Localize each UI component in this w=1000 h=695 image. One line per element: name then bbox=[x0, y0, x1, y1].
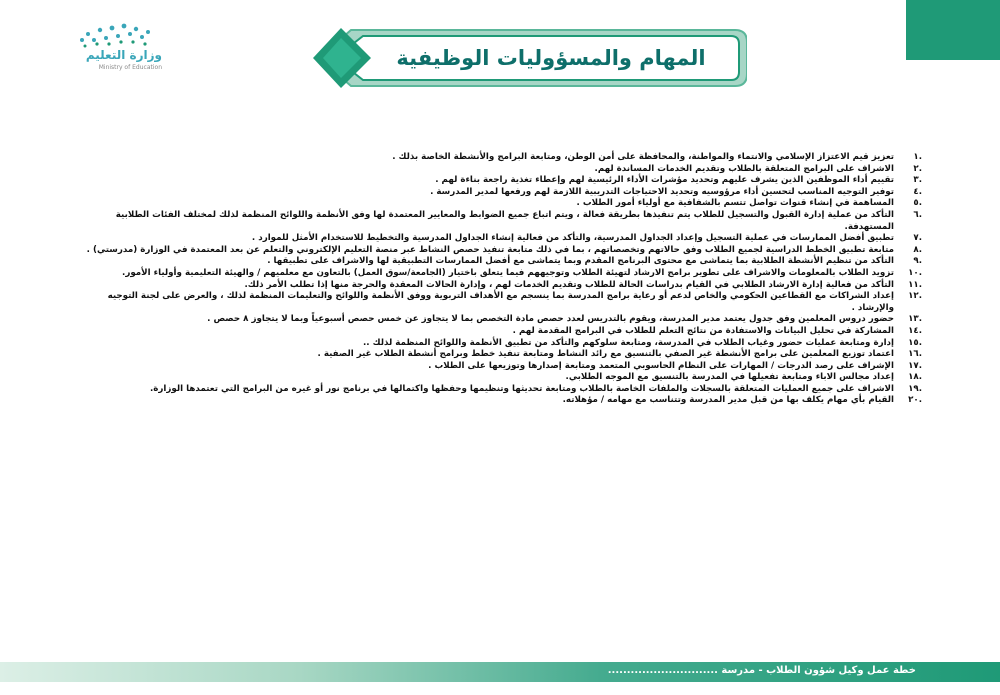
item-number: .١٧ bbox=[908, 360, 922, 371]
footer-text: خطة عمل وكيل شؤون الطلاب - مدرسة ............................. bbox=[607, 665, 916, 676]
list-item bbox=[77, 256, 922, 268]
item-text: حضور دروس المعلمين وفق جدول يعتمد مدير المدرسة، ويقوم بالتدريس لعدد حصص مادة التخصص بما لا يتجاوز عن خمس حصص أسبوعياً وبما لا يتجاوز ٨ حصص . bbox=[207, 314, 894, 325]
item-number: .١٨ bbox=[908, 372, 922, 383]
item-text: الاشراف على جميع العمليات المتعلقة بالسجلات والملفات الخاصة بالطلاب ومتابعة تحديثها وتنظيمها وحفظها واكتمالها في برنامج نور أو غيره من البرامج التي تعتمدها الوزارة. bbox=[150, 383, 894, 394]
item-number: .١٤ bbox=[908, 325, 922, 336]
list-item bbox=[77, 198, 922, 210]
list-item bbox=[77, 268, 922, 280]
item-number: .٥ bbox=[913, 198, 922, 209]
item-number: .٣ bbox=[913, 175, 922, 186]
top-right-accent-bar bbox=[906, 0, 1000, 60]
item-number: .٤ bbox=[913, 186, 922, 197]
item-text: اعتماد توزيع المعلمين على برامج الأنشطة غير الصفي بالتنسيق مع رائد النشاط ومتابعة تنفيذ خطط وبرامج أنشطة الطلاب غير الصفية . bbox=[317, 349, 894, 360]
item-text: تطبيق أفضل الممارسات في عملية التسجيل وإعداد الجداول المدرسية، والتأكد من فعالية إنشاء الجداول المدرسية والتخطيط للاستخدام الأمثل للموارد . bbox=[251, 233, 894, 244]
item-text: إعداد مجالس الاباء ومتابعة تفعيلها في المدرسة بالتنسيق مع الموجه الطلابي. bbox=[565, 372, 894, 383]
item-number: .٢ bbox=[913, 163, 922, 174]
list-item bbox=[77, 326, 922, 338]
logo-english-text: Ministry of Education bbox=[98, 64, 162, 71]
item-text: تعزيز قيم الاعتزاز الإسلامي والانتماء والمواطنة، والمحافظة على أمن الوطن، ومتابعة البرامج والأنشطة الخاصة بذلك . bbox=[392, 152, 894, 162]
item-text: إعداد الشراكات مع القطاعين الحكومي والخاص لدعم أو رعاية برامج المدرسة بما ينسجم مع الأهداف التربوية ووفق الأنظمة واللوائح والتعليمات المنظمة لذلك ، والعرض على لجنة التوجيه والإرشاد . bbox=[107, 291, 894, 313]
item-number: .١٠ bbox=[908, 267, 922, 278]
item-number: .٨ bbox=[913, 244, 922, 255]
item-text: إدارة ومتابعة عمليات حضور وغياب الطلاب في المدرسة، ومتابعة سلوكهم والتأكد من تطبيق الأنظمة واللوائح المنظمة لذلك .. bbox=[363, 337, 894, 348]
list-item bbox=[77, 395, 922, 407]
list-item bbox=[77, 210, 922, 233]
list-item bbox=[77, 233, 922, 245]
item-text: التأكد من عملية إدارة القبول والتسجيل للطلاب يتم تنفيذها بطريقة فعالة ، ويتم اتباع جميع الضوابط والمعايير المعتمدة لها وفق الأنظمة واللوائح المنظمة لذلك لمختلف الفئات الطلابية المستهدفة. bbox=[115, 209, 894, 232]
list-item bbox=[77, 291, 922, 314]
item-text: الإشراف على رصد الدرجات / المهارات على النظام الحاسوبي المتعمد ومتابعة إصدارها وتوزيعها على الطلاب . bbox=[428, 360, 894, 371]
list-item bbox=[77, 245, 922, 257]
item-number: .١٢ bbox=[908, 291, 922, 302]
logo-arabic-text: وزارة التعليم bbox=[85, 48, 162, 62]
item-number: .١٦ bbox=[908, 349, 922, 360]
item-number: .٧ bbox=[913, 233, 922, 244]
tasks-list bbox=[77, 152, 922, 407]
list-item bbox=[77, 361, 922, 373]
item-number: .٩ bbox=[913, 256, 922, 267]
item-text: توفير التوجيه المناسب لتحسين أداء مرؤوسيه وتحديد الاحتياجات التدريبية اللازمة لهم ورفعها لمدير المدرسة . bbox=[430, 186, 894, 197]
item-text: الاشراف على البرامج المتعلقة بالطلاب وتقديم الخدمات المساندة لهم. bbox=[594, 163, 894, 174]
list-item bbox=[77, 314, 922, 326]
list-item bbox=[77, 187, 922, 199]
item-text: المشاركة في تحليل البيانات والاستفادة من نتائج التعلم للطلاب في البرامج المقدمة لهم . bbox=[512, 325, 894, 336]
item-number: .١٣ bbox=[908, 314, 922, 325]
page-title: المهام والمسؤوليات الوظيفية bbox=[396, 46, 706, 70]
list-item bbox=[77, 384, 922, 396]
item-number: .١ bbox=[913, 152, 922, 162]
list-item bbox=[77, 372, 922, 384]
item-number: .٦ bbox=[913, 209, 922, 220]
list-item bbox=[77, 338, 922, 350]
list-item bbox=[77, 349, 922, 361]
list-item bbox=[77, 152, 922, 164]
item-text: تزويد الطلاب بالمعلومات والاشراف على تطوير برامج الارشاد لتهيئة الطلاب وتوجيههم فيما يتعلق باختيار (الجامعة/سوق العمل) بالتعاون مع معلميهم / والهيئة التعليمية وأولياء الأمور. bbox=[122, 267, 894, 278]
list-item bbox=[77, 175, 922, 187]
item-number: .١٩ bbox=[908, 383, 922, 394]
item-text: المساهمة في إنشاء قنوات تواصل تتسم بالشفافية مع أولياء أمور الطلاب . bbox=[576, 198, 894, 209]
item-text: تقييم أداء الموظفين الذين يشرف عليهم وتحديد مؤشرات الأداء الرئيسية لهم وإعطاء تغذية راجعة بناءة لهم . bbox=[435, 175, 894, 186]
item-text: متابعة تطبيق الخطط الدراسية لجميع الطلاب وفق حالاتهم وتخصصاتهم ، بما في ذلك متابعة تنفيذ حصص النشاط عبر منصة التعليم الإلكتروني والتعلم عن بعد المعتمدة في الوزارة (مدرستي) . bbox=[86, 244, 894, 255]
item-number: .١١ bbox=[908, 279, 922, 290]
footer bbox=[0, 662, 1000, 695]
ministry-logo bbox=[62, 20, 162, 75]
item-number: .٢٠ bbox=[908, 395, 922, 406]
list-item bbox=[77, 164, 922, 176]
title-banner bbox=[311, 24, 747, 92]
item-number: .١٥ bbox=[908, 337, 922, 348]
ministry-logo-icon bbox=[70, 20, 160, 50]
item-text: التأكد من فعالية إدارة الارشاد الطلابي في القيام بدراسات الحالة للطلاب وتقديم الخدمات لهم ، وإدارة الحالات المعقدة والحرجة منها إذا تطلب الأمر ذلك. bbox=[244, 279, 894, 290]
list-item bbox=[77, 280, 922, 292]
item-text: التأكد من تنظيم الأنشطة الطلابية بما يتماشى مع محتوى البرنامج المقدم وبما يتماشى مع أفضل الممارسات التطبيقية لها والاشراف على تطبيقها . bbox=[267, 256, 894, 267]
item-text: القيام بأي مهام يكلف بها من قبل مدير المدرسة وتتناسب مع مهامه / مؤهلاته. bbox=[562, 395, 894, 406]
